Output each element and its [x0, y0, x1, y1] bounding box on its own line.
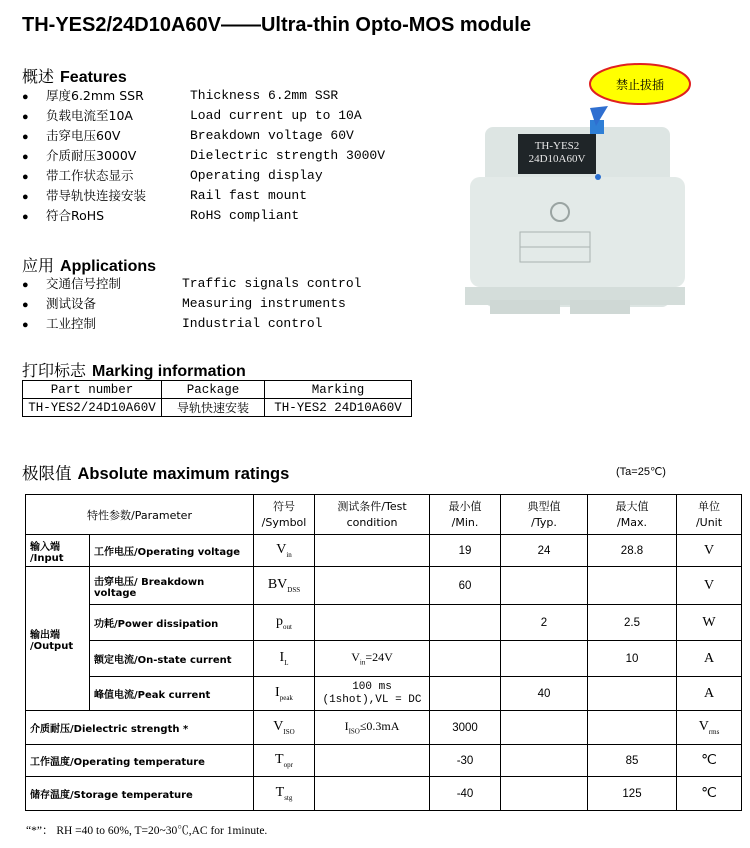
marking-header-part: Part number: [23, 381, 162, 399]
symbol-cell: $V_{ISO}$: [254, 711, 315, 745]
rail-clip-right: [570, 300, 630, 314]
feature-en: Breakdown voltage 60V: [190, 128, 354, 143]
typ-cell: 40: [501, 677, 588, 711]
feature-cn: 介质耐压3000V: [46, 148, 137, 163]
product-drawing: [450, 62, 700, 327]
header-symbol: 符号 /Symbol: [254, 495, 315, 535]
param-cell: 额定电流/On-state current: [90, 641, 254, 677]
test-cell: [315, 745, 430, 777]
marking-row: [23, 399, 412, 417]
max-cell: 125: [588, 777, 677, 811]
ratings-heading-en: Absolute maximum ratings: [77, 465, 290, 483]
application-en: Measuring instruments: [182, 296, 346, 311]
module-label-line1: TH-YES2: [534, 140, 580, 152]
group-input: 输入端 /Input: [26, 535, 90, 567]
table-row: [26, 711, 742, 745]
test-cell: [315, 777, 430, 811]
application-cn: 测试设备: [46, 296, 97, 311]
application-en: Industrial control: [182, 316, 323, 331]
feature-item: ● 带工作状态显示 Operating display: [22, 168, 323, 184]
application-cn: 交通信号控制: [46, 276, 122, 291]
typ-cell: [501, 777, 588, 811]
test-cell: [315, 567, 430, 605]
table-row: [26, 777, 742, 811]
max-cell: [588, 711, 677, 745]
param-cell: 峰值电流/Peak current: [90, 677, 254, 711]
feature-en: Operating display: [190, 168, 323, 183]
ratings-header-row: [26, 495, 742, 535]
max-cell: 85: [588, 745, 677, 777]
unit-cell: V: [677, 535, 742, 567]
features-heading-cn: 概述: [22, 67, 55, 86]
param-cell: 工作电压/Operating voltage: [90, 535, 254, 567]
symbol-cell: $V_{in}$: [254, 535, 315, 567]
symbol-cell: $T_{stg}$: [254, 777, 315, 811]
header-max: 最大值 /Max.: [588, 495, 677, 535]
application-cn: 工业控制: [46, 316, 97, 331]
typ-cell: 2: [501, 605, 588, 641]
header-typ: 典型值 /Typ.: [501, 495, 588, 535]
symbol-cell: $p_{out}$: [254, 605, 315, 641]
callout-text: 禁止拔插: [615, 78, 664, 92]
param-cell: 介质耐压/Dielectric strength *: [26, 711, 254, 745]
feature-en: Dielectric strength 3000V: [190, 148, 386, 163]
marking-package: 导轨快速安装: [162, 399, 265, 417]
max-cell: 2.5: [588, 605, 677, 641]
unit-cell: W: [677, 605, 742, 641]
typ-cell: 24: [501, 535, 588, 567]
marking-heading-en: Marking information: [92, 363, 246, 380]
feature-item: ● 击穿电压60V Breakdown voltage 60V: [22, 128, 354, 144]
feature-en: Rail fast mount: [190, 188, 308, 203]
param-cell: 储存温度/Storage temperature: [26, 777, 254, 811]
symbol-cell: $I_{peak}$: [254, 677, 315, 711]
typ-cell: [501, 711, 588, 745]
feature-en: Load current up to 10A: [190, 108, 362, 123]
test-cell: [315, 535, 430, 567]
param-cell: 击穿电压/ Breakdown voltage: [90, 567, 254, 605]
feature-cn: 符合RoHS: [46, 208, 105, 223]
feature-cn: 带导轨快连接安装: [46, 188, 147, 203]
ratings-heading: [22, 460, 289, 484]
module-label: [518, 140, 596, 166]
ratings-table: [25, 494, 742, 811]
module-label-line2: 24D10A60V: [528, 153, 586, 165]
marking-table: [22, 380, 412, 417]
min-cell: -30: [430, 745, 501, 777]
application-item: ● 工业控制 Industrial control: [22, 316, 323, 332]
ratings-condition: (Ta=25℃): [616, 466, 666, 478]
test-cell: [315, 605, 430, 641]
applications-heading-en: Applications: [60, 258, 157, 275]
rail-clip-left: [490, 300, 560, 314]
table-row: [26, 641, 742, 677]
feature-item: ● 厚度6.2mm SSR Thickness 6.2mm SSR: [22, 88, 339, 104]
table-row: [26, 677, 742, 711]
marking-header-row: [23, 381, 412, 399]
header-min: 最小值 /Min.: [430, 495, 501, 535]
ratings-heading-cn: 极限值: [22, 464, 72, 483]
unit-cell: V: [677, 567, 742, 605]
table-row: [26, 745, 742, 777]
symbol-cell: $T_{opr}$: [254, 745, 315, 777]
param-cell: 工作温度/Operating temperature: [26, 745, 254, 777]
unit-cell: $V_{rms}$: [677, 711, 742, 745]
max-cell: [588, 567, 677, 605]
marking-header-package: Package: [162, 381, 265, 399]
feature-en: Thickness 6.2mm SSR: [190, 88, 339, 103]
header-test: 测试条件/Test condition: [315, 495, 430, 535]
header-parameter: 特性参数/Parameter: [26, 495, 254, 535]
table-row: [26, 605, 742, 641]
product-image: [450, 62, 700, 327]
feature-item: ● 介质耐压3000V Dielectric strength 3000V: [22, 148, 386, 164]
min-cell: -40: [430, 777, 501, 811]
group-output: 输出端 /Output: [26, 567, 90, 711]
application-en: Traffic signals control: [182, 276, 362, 291]
marking-heading: [22, 358, 246, 381]
typ-cell: [501, 567, 588, 605]
feature-cn: 带工作状态显示: [46, 168, 134, 183]
unit-cell: ℃: [677, 745, 742, 777]
feature-item: ● 负载电流至10A Load current up to 10A: [22, 108, 362, 124]
typ-cell: [501, 641, 588, 677]
applications-heading: [22, 253, 156, 276]
min-cell: [430, 605, 501, 641]
symbol-cell: $BV_{DSS}$: [254, 567, 315, 605]
header-unit: 单位 /Unit: [677, 495, 742, 535]
application-item: ● 交通信号控制 Traffic signals control: [22, 276, 362, 292]
typ-cell: [501, 745, 588, 777]
min-cell: 3000: [430, 711, 501, 745]
status-led: [595, 174, 601, 180]
min-cell: [430, 677, 501, 711]
max-cell: [588, 677, 677, 711]
unit-cell: A: [677, 641, 742, 677]
symbol-cell: $I_L$: [254, 641, 315, 677]
table-row: [26, 535, 742, 567]
applications-heading-cn: 应用: [22, 256, 55, 275]
feature-cn: 厚度6.2mm SSR: [46, 88, 144, 103]
param-cell: 功耗/Power dissipation: [90, 605, 254, 641]
test-cell: 100 ms (1shot),VL = DC: [315, 677, 430, 711]
max-cell: 28.8: [588, 535, 677, 567]
features-heading-en: Features: [60, 69, 127, 86]
features-list: [22, 86, 442, 226]
table-row: [26, 567, 742, 605]
max-cell: 10: [588, 641, 677, 677]
test-cell: $V_{in}=24V$: [315, 641, 430, 677]
feature-en: RoHS compliant: [190, 208, 300, 223]
unit-cell: ℃: [677, 777, 742, 811]
test-cell: $I_{ISO}\le 0.3mA$: [315, 711, 430, 745]
applications-list: [22, 274, 442, 334]
marking-value: TH-YES2 24D10A60V: [265, 399, 412, 417]
min-cell: [430, 641, 501, 677]
feature-cn: 击穿电压60V: [46, 128, 121, 143]
feature-item: ● 带导轨快连接安装 Rail fast mount: [22, 188, 308, 204]
footnote: “*”： RH =40 to 60%, T=20~30℃,AC for 1minute.: [26, 825, 268, 837]
unit-cell: A: [677, 677, 742, 711]
application-item: ● 测试设备 Measuring instruments: [22, 296, 346, 312]
feature-item: ● 符合RoHS RoHS compliant: [22, 208, 300, 224]
page-title: TH-YES2/24D10A60V——Ultra-thin Opto-MOS module: [22, 14, 531, 36]
features-heading: [22, 64, 127, 87]
marking-part: TH-YES2/24D10A60V: [23, 399, 162, 417]
min-cell: 19: [430, 535, 501, 567]
marking-heading-cn: 打印标志: [22, 361, 87, 380]
min-cell: 60: [430, 567, 501, 605]
marking-header-marking: Marking: [265, 381, 412, 399]
feature-cn: 负载电流至10A: [46, 108, 133, 123]
